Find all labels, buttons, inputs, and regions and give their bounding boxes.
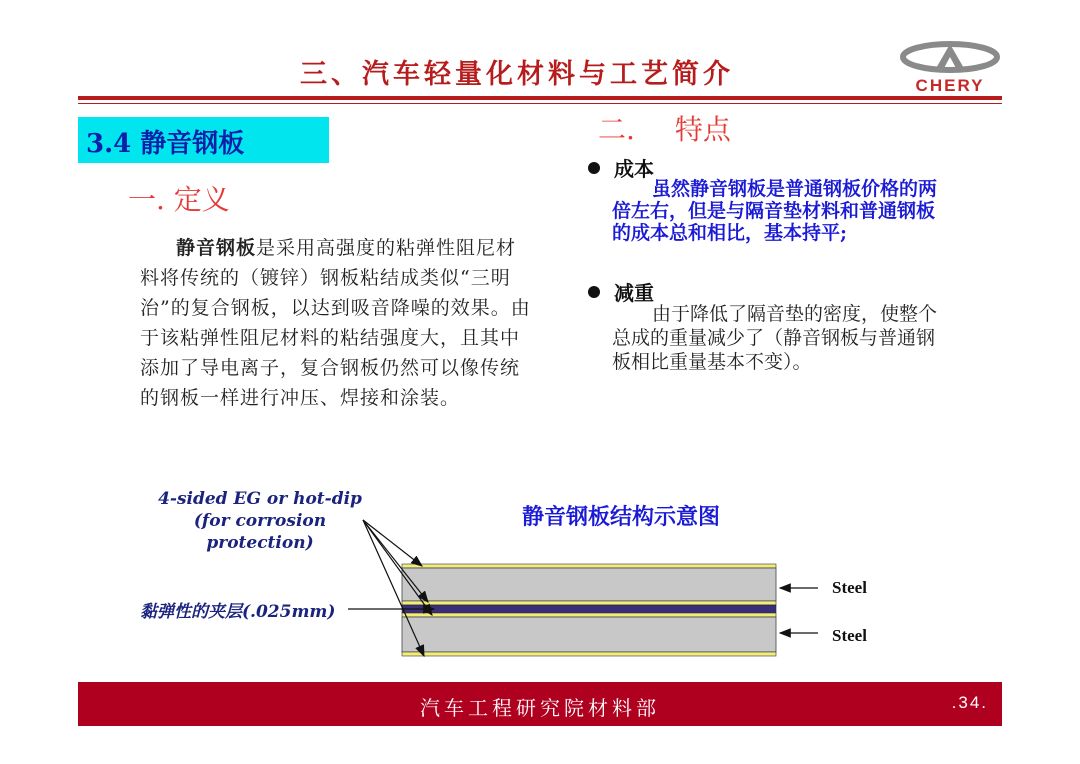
coating-label: 4-sided EG or hot-dip (for corrosion protection): [158, 489, 362, 553]
top-steel-sheet: [402, 568, 776, 601]
definition-term: 静音钢板: [176, 237, 257, 259]
definition-heading: 一. 定义: [128, 183, 230, 216]
top-coating-inner: [402, 601, 776, 605]
bottom-coating-inner: [402, 613, 776, 617]
bottom-coating-outer: [402, 652, 776, 656]
section-title: 3.4 静音钢板: [86, 129, 245, 159]
features-heading-text: 特点: [674, 113, 731, 146]
page-number: .34.: [951, 693, 988, 712]
footer-department: 汽车工程研究院材料部: [420, 696, 660, 720]
footer-bar: [78, 682, 1002, 726]
feature-text: 由于降低了隔音垫的密度，使整个总成的重量减少了（静音钢板与普通钢板相比重量基本不变）。: [612, 303, 938, 373]
feature-label: 成本: [614, 157, 654, 181]
feature-text: 虽然静音钢板是普通钢板价格的两倍左右，但是与隔音垫材料和普通钢板的成本总和相比，基本持平;: [612, 178, 938, 244]
diagram-title: 静音钢板结构示意图: [522, 504, 721, 530]
steel-label-bottom: Steel: [832, 626, 867, 645]
bottom-steel-sheet: [402, 617, 776, 652]
damping-layer-label: 黏弹性的夹层(.025mm): [140, 602, 336, 622]
damping-core-layer: [402, 605, 776, 613]
definition-text: 是采用高强度的粘弹性阻尼材料将传统的（镀锌）钢板粘结成类似“三明治”的复合钢板，以达到吸音降噪的效果。由于该粘弹性阻尼材料的粘结强度大，且其中添加了导电离子，复合钢板仍然可以像传统的钢板一样进行冲压、焊接和涂装。: [140, 237, 531, 409]
coating-arrow-1: [363, 520, 422, 566]
page-title: 三、汽车轻量化材料与工艺简介: [300, 59, 734, 90]
top-coating-outer: [402, 564, 776, 568]
coating-arrow-2: [363, 520, 428, 602]
feature-label: 减重: [614, 281, 654, 305]
features-heading-number: 二.: [598, 113, 635, 146]
logo-text: CHERY: [915, 76, 985, 95]
steel-label-top: Steel: [832, 578, 867, 597]
